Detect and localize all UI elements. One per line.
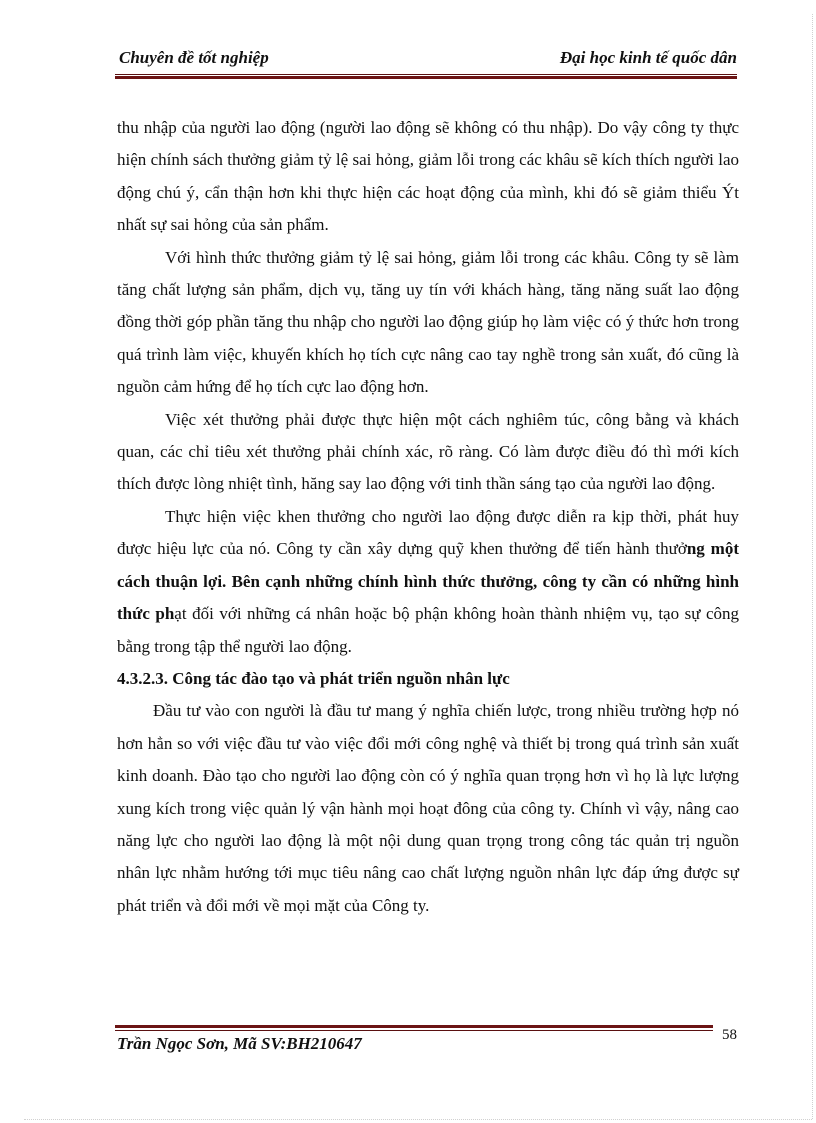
- document-body: [117, 112, 739, 922]
- page-edge-vertical: [812, 14, 813, 1119]
- bold-text-run: ng một cách thuận lợi. Bên cạnh những chính hình thức thưởng, công ty cần có những hình thức ph: [117, 539, 740, 624]
- section-heading: 4.3.2.3. Công tác đào tạo và phát triển nguồn nhân lực: [117, 668, 510, 688]
- header-title-left: Chuyên đề tốt nghiệp: [119, 48, 269, 67]
- paragraph: Việc xét thưởng phải được thực hiện một cách nghiêm túc, công bằng và khách quan, các chỉ tiêu xét thưởng phải chính xác, rõ ràng. Có làm được điều đó thì mới kích thích được lòng nhiệt tình, hăng say lao động với tinh thần sáng tạo của người lao động.: [117, 409, 739, 494]
- footer-rule-thick: [115, 1025, 713, 1028]
- paragraph-with-bold: [117, 501, 739, 663]
- page-edge-bottom: [24, 1119, 812, 1120]
- paragraph: Với hình thức thưởng giảm tỷ lệ sai hỏng, giảm lỗi trong các khâu. Công ty sẽ làm tăng chất lượng sản phẩm, dịch vụ, tăng uy tín với khách hàng, tăng năng suất lao động đồng thời góp phần tăng thu nhập cho người lao động giúp họ làm việc có ý thức hơn trong quá trình làm việc, khuyến khích họ tích cực nâng cao tay nghề trong sản xuất, đó cũng là nguồn cảm hứng để họ tích cực lao động hơn.: [117, 247, 739, 397]
- header-rule-thick: [115, 76, 737, 79]
- header-title-right: Đại học kinh tế quốc dân: [559, 48, 737, 67]
- page-header: [115, 48, 737, 72]
- footer-author: Trần Ngọc Sơn, Mã SV:BH210647: [117, 1034, 362, 1053]
- paragraph: thu nhập của người lao động (người lao động sẽ không có thu nhập). Do vậy công ty thực hiện chính sách thưởng giảm tỷ lệ sai hỏng, giảm lỗi trong các khâu sẽ kích thích người lao động chú ý, cẩn thận hơn khi thực hiện các hoạt động của mình, khi đó sẽ giảm thiểu Ýt nhất sự sai hỏng của sản phẩm.: [117, 118, 739, 235]
- paragraph-text: ạt đối với những cá nhân hoặc bộ phận không hoàn thành nhiệm vụ, tạo sự công bằng trong tập thể người lao động.: [117, 604, 739, 656]
- paragraph-text: Thực hiện việc khen thưởng cho người lao động được diễn ra kịp thời, phát huy được hiệu lực của nó. Công ty cần xây dựng quỹ khen thưởng để tiến hành thưở: [117, 506, 739, 559]
- paragraph: Đầu tư vào con người là đầu tư mang ý nghĩa chiến lược, trong nhiều trường hợp nó hơn hẳn so với việc đầu tư vào việc đổi mới công nghệ và thiết bị trong quá trình sản xuất kinh doanh. Đào tạo cho người lao động còn có ý nghĩa quan trọng hơn vì họ là lực lượng xung kích trong việc quản lý vận hành mọi hoạt đông của công ty. Chính vì vậy, nâng cao năng lực cho người lao động là một nội dung quan trọng trong công tác quản trị nguồn nhân lực nhằm hướng tới mục tiêu nâng cao chất lượng nguồn nhân lực đáp ứng được sự phát triển và đổi mới về mọi mặt của Công ty.: [117, 701, 739, 915]
- page-number: 58: [722, 1027, 737, 1043]
- footer-rule: [115, 1030, 713, 1031]
- header-rule: [115, 74, 737, 75]
